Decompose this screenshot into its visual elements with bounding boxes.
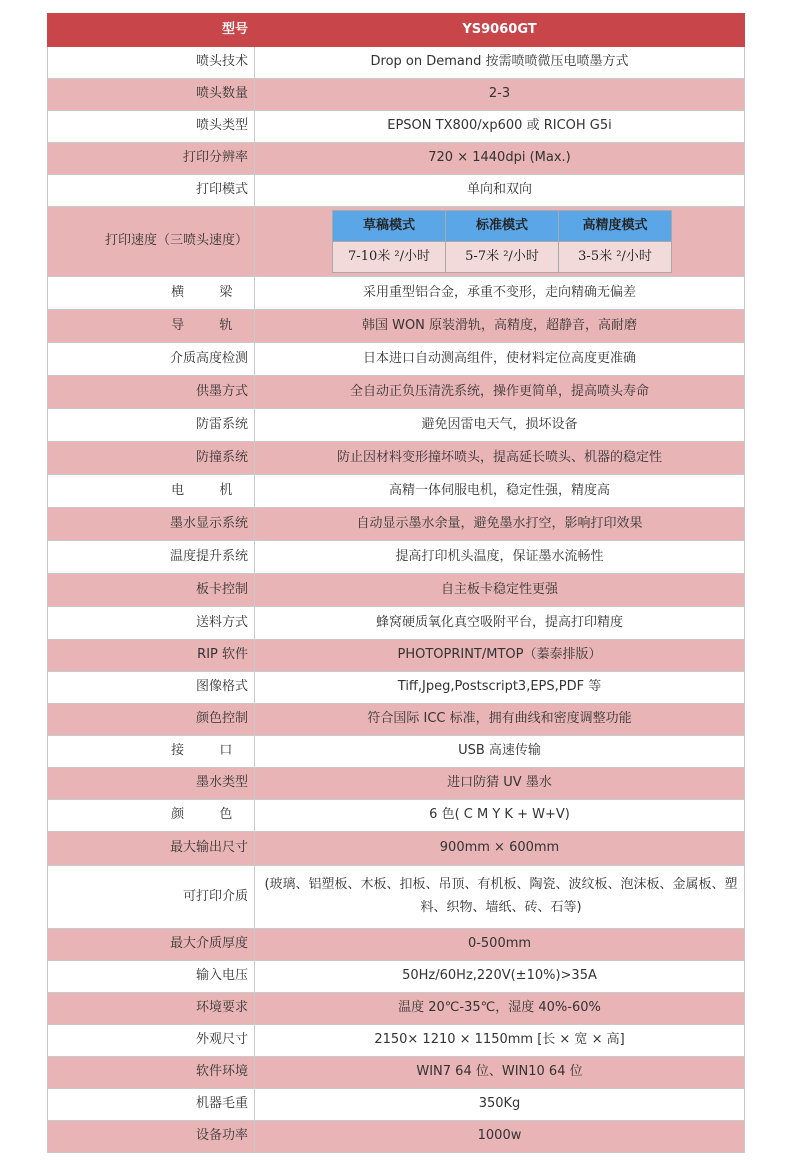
row-value: 0-500mm xyxy=(255,929,745,961)
table-row xyxy=(48,866,745,929)
row-value: 提高打印机头温度，保证墨水流畅性 xyxy=(255,541,745,574)
table-row xyxy=(48,47,745,79)
row-label: 板卡控制 xyxy=(48,574,255,607)
table-row xyxy=(48,175,745,207)
table-row xyxy=(48,442,745,475)
row-value: 温度 20℃-35℃，湿度 40%-60% xyxy=(255,993,745,1025)
row-label: 横 梁 xyxy=(48,277,255,310)
row-label: 电 机 xyxy=(48,475,255,508)
row-value: 单向和双向 xyxy=(255,175,745,207)
row-value: USB 高速传输 xyxy=(255,736,745,768)
table-row xyxy=(48,277,745,310)
row-label: 喷头数量 xyxy=(48,79,255,111)
row-label: 颜色控制 xyxy=(48,704,255,736)
table-row xyxy=(48,800,745,832)
speed-cell xyxy=(255,207,745,277)
table-row xyxy=(48,961,745,993)
table-row xyxy=(48,475,745,508)
table-row xyxy=(48,607,745,640)
row-value: 进口防猜 UV 墨水 xyxy=(255,768,745,800)
speed-header-row xyxy=(333,211,672,242)
row-label: 打印模式 xyxy=(48,175,255,207)
row-label: 喷头类型 xyxy=(48,111,255,143)
table-row xyxy=(48,929,745,961)
row-value: 防止因材料变形撞坏喷头，提高延长喷头、机器的稳定性 xyxy=(255,442,745,475)
row-label: 墨水显示系统 xyxy=(48,508,255,541)
row-value: 1000w xyxy=(255,1121,745,1153)
row-label: 接 口 xyxy=(48,736,255,768)
row-value: 自主板卡稳定性更强 xyxy=(255,574,745,607)
row-value: Tiff,Jpeg,Postscript3,EPS,PDF 等 xyxy=(255,672,745,704)
row-value: PHOTOPRINT/MTOP（蓁泰排版） xyxy=(255,640,745,672)
row-value: WIN7 64 位、WIN10 64 位 xyxy=(255,1057,745,1089)
row-label: 颜 色 xyxy=(48,800,255,832)
row-label: 打印分辨率 xyxy=(48,143,255,175)
row-value: Drop on Demand 按需喷喷微压电喷墨方式 xyxy=(255,47,745,79)
table-row xyxy=(48,993,745,1025)
row-value: 6 色( C M Y K + W+V) xyxy=(255,800,745,832)
table-row xyxy=(48,343,745,376)
speed-value-high: 3-5米 ²/小时 xyxy=(559,242,672,273)
row-value: 2150× 1210 × 1150mm [长 × 宽 × 高] xyxy=(255,1025,745,1057)
row-value: 韩国 WON 原装滑轨，高精度，超静音，高耐磨 xyxy=(255,310,745,343)
table-row xyxy=(48,704,745,736)
row-label: 设备功率 xyxy=(48,1121,255,1153)
table-header-row xyxy=(48,14,745,47)
row-label: 外观尺寸 xyxy=(48,1025,255,1057)
speed-value-draft: 7-10米 ²/小时 xyxy=(333,242,446,273)
table-row xyxy=(48,111,745,143)
row-value: 避免因雷电天气，损坏设备 xyxy=(255,409,745,442)
row-value: 日本进口自动测高组件，使材料定位高度更准确 xyxy=(255,343,745,376)
row-label: 最大输出尺寸 xyxy=(48,832,255,866)
row-label: 送料方式 xyxy=(48,607,255,640)
speed-value-row xyxy=(333,242,672,273)
table-row xyxy=(48,574,745,607)
speed-table xyxy=(332,210,672,273)
row-value: 符合国际 ICC 标准，拥有曲线和密度调整功能 xyxy=(255,704,745,736)
row-label: 防撞系统 xyxy=(48,442,255,475)
table-row xyxy=(48,79,745,111)
row-value: 720 × 1440dpi (Max.) xyxy=(255,143,745,175)
row-value: 50Hz/60Hz,220V(±10%)>35A xyxy=(255,961,745,993)
row-label: 环境要求 xyxy=(48,993,255,1025)
row-label: 防雷系统 xyxy=(48,409,255,442)
table-row xyxy=(48,672,745,704)
table-row xyxy=(48,409,745,442)
header-label: 型号 xyxy=(48,14,255,47)
row-value: 全自动正负压清洗系统，操作更简单，提高喷头寿命 xyxy=(255,376,745,409)
table-row xyxy=(48,1025,745,1057)
row-label: 打印速度（三喷头速度） xyxy=(48,207,255,277)
row-value: (玻璃、铝塑板、木板、扣板、吊顶、有机板、陶瓷、波纹板、泡沫板、金属板、塑料、织物、墙纸、砖、石等) xyxy=(255,866,745,929)
table-row xyxy=(48,832,745,866)
row-label: 软件环境 xyxy=(48,1057,255,1089)
row-label: 喷头技术 xyxy=(48,47,255,79)
table-row xyxy=(48,768,745,800)
table-row xyxy=(48,143,745,175)
row-value: 2-3 xyxy=(255,79,745,111)
row-value: 900mm × 600mm xyxy=(255,832,745,866)
row-label: 最大介质厚度 xyxy=(48,929,255,961)
table-row xyxy=(48,736,745,768)
table-row xyxy=(48,310,745,343)
row-label: 介质高度检测 xyxy=(48,343,255,376)
row-label: 墨水类型 xyxy=(48,768,255,800)
model-name: YS9060GT xyxy=(255,14,745,47)
row-value: 自动显示墨水余量，避免墨水打空，影响打印效果 xyxy=(255,508,745,541)
row-label: 供墨方式 xyxy=(48,376,255,409)
table-row-print-speed xyxy=(48,207,745,277)
speed-mode-high: 高精度模式 xyxy=(559,211,672,242)
table-row xyxy=(48,640,745,672)
table-row xyxy=(48,376,745,409)
row-value: 高精一体伺服电机，稳定性强，精度高 xyxy=(255,475,745,508)
row-label: RIP 软件 xyxy=(48,640,255,672)
table-row xyxy=(48,1057,745,1089)
row-label: 输入电压 xyxy=(48,961,255,993)
row-value: 蜂窝硬质氧化真空吸附平台，提高打印精度 xyxy=(255,607,745,640)
table-row xyxy=(48,1089,745,1121)
row-value: 350Kg xyxy=(255,1089,745,1121)
row-label: 温度提升系统 xyxy=(48,541,255,574)
spec-table xyxy=(47,13,745,1153)
row-label: 可打印介质 xyxy=(48,866,255,929)
row-value: EPSON TX800/xp600 或 RICOH G5i xyxy=(255,111,745,143)
table-row xyxy=(48,541,745,574)
row-label: 图像格式 xyxy=(48,672,255,704)
table-row xyxy=(48,1121,745,1153)
speed-value-standard: 5-7米 ²/小时 xyxy=(446,242,559,273)
speed-mode-standard: 标准模式 xyxy=(446,211,559,242)
table-row xyxy=(48,508,745,541)
row-value: 采用重型铝合金，承重不变形，走向精确无偏差 xyxy=(255,277,745,310)
row-label: 导 轨 xyxy=(48,310,255,343)
row-label: 机器毛重 xyxy=(48,1089,255,1121)
speed-mode-draft: 草稿模式 xyxy=(333,211,446,242)
